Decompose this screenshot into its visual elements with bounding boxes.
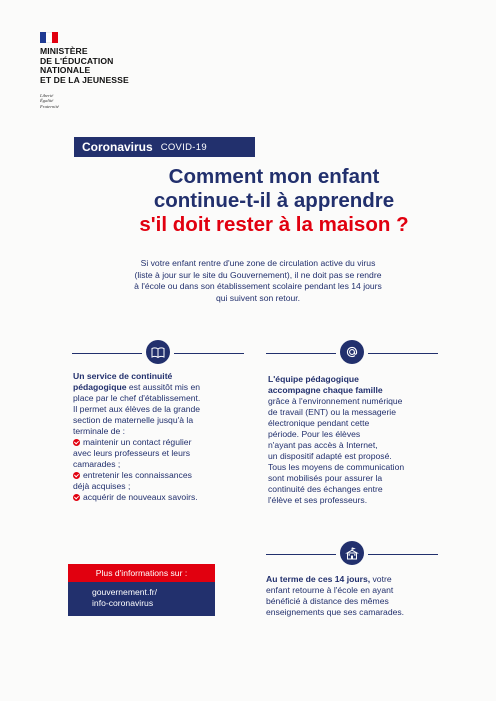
right-text-line: de travail (ENT) ou la messagerie xyxy=(268,407,396,417)
more-info-header xyxy=(68,564,215,582)
left-text-line: terminale de : xyxy=(73,426,126,436)
right-heading-2: accompagne chaque famille xyxy=(268,385,383,395)
ministry-line: MINISTÈRE xyxy=(40,46,88,56)
continuity-service-text xyxy=(73,371,248,503)
right-text-line: continuité des échanges entre xyxy=(268,484,383,494)
banner-label: Coronavirus xyxy=(82,140,153,154)
teaching-team-text xyxy=(268,374,443,506)
list-item xyxy=(73,492,248,503)
right-text-line: grâce à l'environnement numérique xyxy=(268,396,403,406)
bullet-text: acquérir de nouveaux savoirs. xyxy=(83,492,198,502)
at-sign-icon xyxy=(340,340,364,364)
left-text-line: Il permet aux élèves de la grande xyxy=(73,404,201,414)
motto-line: Égalité xyxy=(40,98,54,104)
ministry-name xyxy=(40,47,129,85)
banner-tag: COVID-19 xyxy=(160,141,207,153)
check-icon xyxy=(73,439,80,446)
divider xyxy=(174,353,244,354)
republic-motto xyxy=(40,93,59,109)
ministry-line: ET DE LA JEUNESSE xyxy=(40,74,129,85)
intro-line: qui suivent son retour. xyxy=(215,292,301,303)
ministry-line: DE L'ÉDUCATION xyxy=(40,55,114,66)
left-text: est aussitôt mis en xyxy=(126,382,201,392)
info-link[interactable]: info-coronavirus xyxy=(92,598,154,608)
return-heading: Au terme de ces 14 jours, xyxy=(266,574,371,584)
right-text-line: période. Pour les élèves xyxy=(268,429,361,439)
book-icon xyxy=(146,340,170,364)
return-text xyxy=(266,574,446,618)
right-text-line: l'élève et ses professeurs. xyxy=(268,495,368,505)
intro-line: Si votre enfant rentre d'une zone de circulation active du virus xyxy=(140,258,376,268)
divider xyxy=(368,353,438,354)
return-text-line: enseignements que ses camarades. xyxy=(266,607,405,617)
motto-line: Fraternité xyxy=(40,103,59,109)
left-heading-2: pédagogique xyxy=(73,382,127,392)
info-link[interactable]: gouvernement.fr/ xyxy=(92,587,157,597)
divider xyxy=(266,353,336,354)
intro-line: (liste à jour sur le site du Gouvernement), il ne doit pas se rendre xyxy=(134,269,382,280)
right-text-line: Tous les moyens de communication xyxy=(268,462,405,472)
right-section-header xyxy=(266,340,438,366)
return-text-line: enfant retourne à l'école en ayant xyxy=(266,585,394,595)
left-heading: Un service de continuité xyxy=(73,371,173,381)
list-item xyxy=(73,437,248,448)
title-line: Comment mon enfant xyxy=(168,165,380,188)
bullet-text: maintenir un contact régulier xyxy=(83,437,192,447)
check-icon xyxy=(73,472,80,479)
right-text-line: sont mobilisés pour assurer la xyxy=(268,473,383,483)
motto-line: Liberté xyxy=(40,93,54,98)
divider xyxy=(266,554,336,555)
right-text-line: un dispositif adapté est proposé. xyxy=(268,451,392,461)
bullet-text: déjà acquises ; xyxy=(73,481,131,491)
title-line-highlight: s'il doit rester à la maison ? xyxy=(139,213,409,236)
left-section-header xyxy=(72,340,244,366)
title-line: continue-t-il à apprendre xyxy=(153,189,395,212)
intro-paragraph xyxy=(84,258,432,304)
ministry-line: NATIONALE xyxy=(40,65,91,76)
right-heading: L'équipe pédagogique xyxy=(268,374,359,384)
return-text-line: votre xyxy=(370,574,392,584)
more-info-link-box[interactable] xyxy=(68,582,215,616)
coronavirus-banner xyxy=(74,137,255,157)
return-text-line: bénéficié à distance des mêmes xyxy=(266,596,389,606)
right-text-line: n'ayant pas accès à Internet, xyxy=(268,440,378,450)
french-flag-icon xyxy=(40,32,58,43)
list-item xyxy=(73,470,248,481)
more-info-label: Plus d'informations sur : xyxy=(95,568,188,578)
right-text-line: électronique pendant cette xyxy=(268,418,370,428)
bullet-text: avec leurs professeurs et leurs xyxy=(73,448,191,458)
return-section-header xyxy=(266,541,438,567)
divider xyxy=(72,353,142,354)
check-icon xyxy=(73,494,80,501)
left-text-line: place par le chef d'établissement. xyxy=(73,393,201,403)
school-building-icon xyxy=(340,541,364,565)
left-text-line: section de maternelle jusqu'à la xyxy=(73,415,194,425)
intro-line: à l'école ou dans son établissement scolaire pendant les 14 jours xyxy=(134,281,382,291)
page-title xyxy=(72,165,476,237)
bullet-text: entretenir les connaissances xyxy=(83,470,192,480)
bullet-text: camarades ; xyxy=(73,459,121,469)
divider xyxy=(368,554,438,555)
